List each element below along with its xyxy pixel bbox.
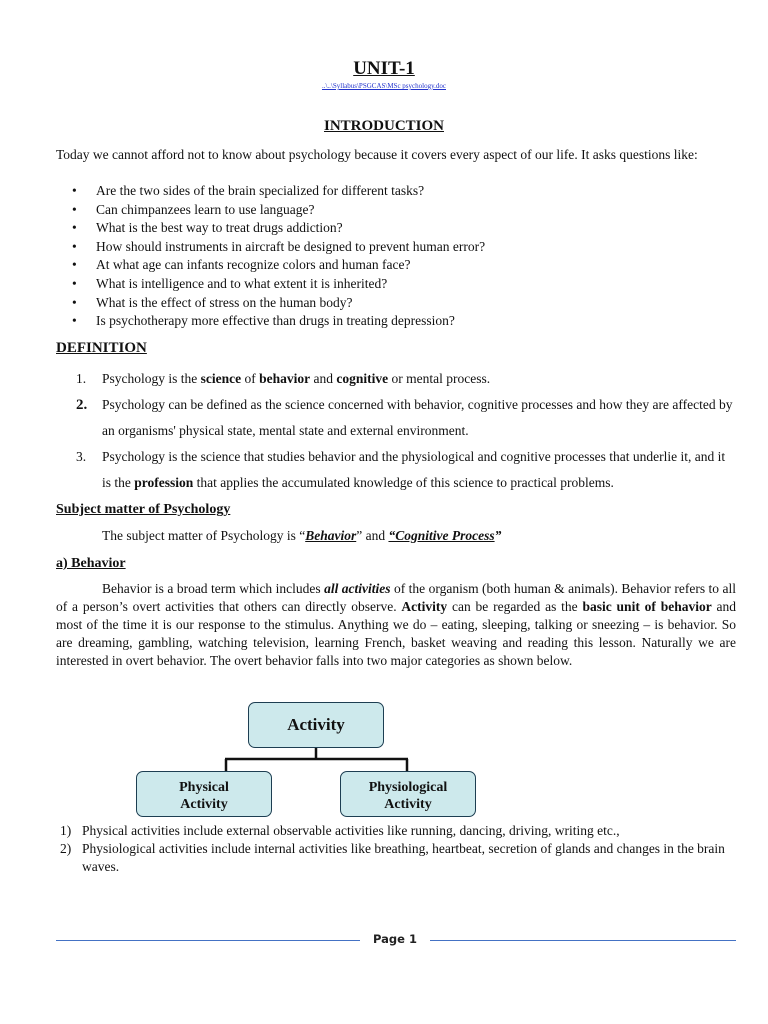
definition-text: or mental process.	[388, 371, 491, 386]
item-number: 2)	[60, 841, 72, 856]
list-item: • Are the two sides of the brain specialized for different tasks?	[72, 182, 732, 201]
list-item: • What is the best way to treat drugs addiction?	[72, 219, 732, 238]
footer-rule-left	[56, 940, 360, 941]
item-number: 2.	[76, 397, 88, 413]
definition-text: Psychology is the	[102, 371, 201, 386]
definition-text: that applies the accumulated knowledge of this science to practical problems.	[193, 475, 614, 490]
introduction-heading: INTRODUCTION	[323, 118, 444, 134]
list-item-text: Physical activities include external observable activities like running, dancing, driving, writing etc.,	[82, 823, 620, 838]
page-number: Page 1	[373, 932, 417, 946]
activities-list	[56, 822, 746, 876]
keyword-all-activities: all activities	[324, 581, 391, 596]
list-item	[56, 840, 746, 876]
keyword-science: science	[200, 371, 242, 386]
list-item: • At what age can infants recognize colors and human face?	[72, 256, 732, 275]
list-item	[56, 822, 746, 840]
list-item: • Is psychotherapy more effective than drugs in treating depression?	[72, 312, 732, 331]
unit-title: UNIT-1	[353, 58, 415, 79]
item-number: 1)	[60, 823, 72, 838]
definition-heading: DEFINITION	[56, 340, 147, 356]
behavior-text: Behavior is a broad term which includes	[102, 581, 325, 596]
diagram-label: Physical	[179, 780, 229, 795]
list-item: • How should instruments in aircraft be designed to prevent human error?	[72, 238, 732, 257]
definition-text: of	[241, 371, 260, 386]
introduction-text: Today we cannot afford not to know about psychology because it covers every aspect of our life. It asks questions like:	[56, 147, 698, 162]
keyword-cognitive: cognitive	[336, 371, 389, 386]
subject-matter-heading: Subject matter of Psychology	[56, 502, 231, 517]
diagram-activity-box	[248, 702, 384, 748]
keyword-activity: Activity	[401, 599, 448, 614]
keyword-basic-unit: basic unit of behavior	[582, 599, 712, 614]
list-item: • Can chimpanzees learn to use language?	[72, 201, 732, 220]
term-behavior: Behavior	[305, 528, 357, 543]
behavior-text: and most of the time it is our response to the stimulus. Anything we do – eating, sleeping, talking or sneezing – is behavior. So are dreaming, gambling, watching television, learning French, basket weaving and reading this lesson. Naturally we are interested in overt behavior. The overt behavior falls into two major categories as shown below.	[56, 599, 737, 668]
list-item: • What is the effect of stress on the human body?	[72, 294, 732, 313]
item-number: 3.	[76, 449, 87, 464]
item-number: 1.	[76, 371, 87, 386]
behavior-text: can be regarded as the	[447, 599, 583, 614]
list-item-text: Physiological activities include internal activities like breathing, heartbeat, secretion of glands and changes in the brain waves.	[82, 841, 725, 874]
behavior-text: of the organism (both human & animals). Behavior refers to all of a person’s overt activities that others can directly observe.	[56, 581, 736, 614]
definition-text: Psychology can be defined as the science concerned with behavior, cognitive processes and how they are affected by an organisms' physical state, mental state and external environment.	[102, 397, 733, 438]
diagram-label: Activity	[384, 797, 432, 812]
subject-text: The subject matter of Psychology is “	[102, 528, 306, 543]
diagram-label: Activity	[180, 797, 228, 812]
diagram-physiological-activity-box	[340, 771, 476, 817]
subject-text: ”	[494, 528, 502, 543]
keyword-behavior: behavior	[259, 371, 311, 386]
behavior-heading: a) Behavior	[56, 556, 126, 571]
definition-text: Psychology is the science that studies behavior and the physiological and cognitive processes that underlie it, and it is the	[102, 449, 726, 490]
subject-text: ” and	[356, 528, 389, 543]
diagram-label: Activity	[287, 715, 345, 734]
diagram-physical-activity-box	[136, 771, 272, 817]
keyword-profession: profession	[134, 475, 194, 490]
list-item: • What is intelligence and to what extent it is inherited?	[72, 275, 732, 294]
term-cognitive-process: “Cognitive Process	[388, 528, 495, 543]
definition-text: and	[310, 371, 337, 386]
footer-rule-right	[430, 940, 736, 941]
syllabus-file-link[interactable]: ..\..\Syllabus\PSGCAS\MSc psychology.doc	[321, 82, 446, 90]
diagram-label: Physiological	[368, 780, 448, 795]
